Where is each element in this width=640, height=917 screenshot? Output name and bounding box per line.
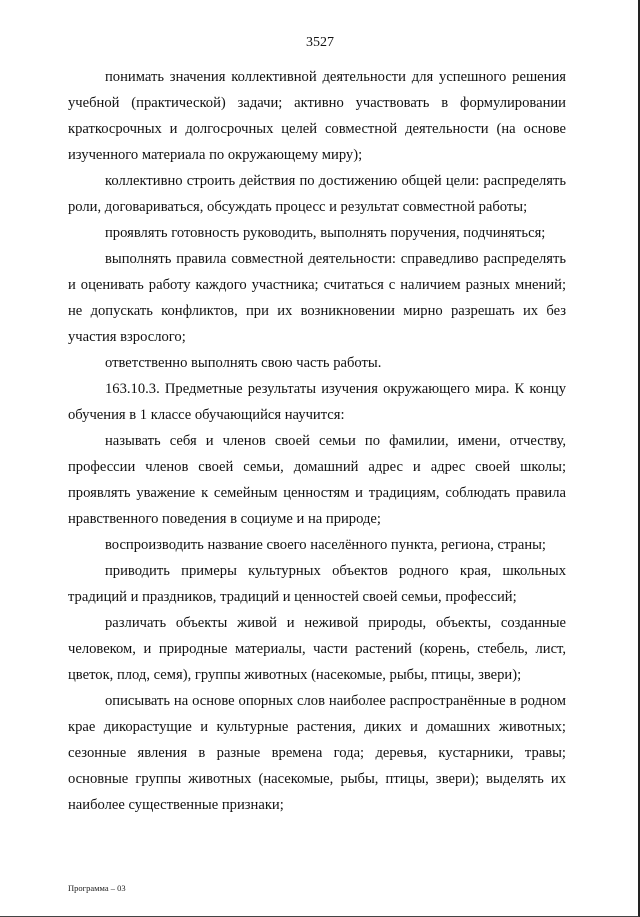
- section-heading-paragraph: 163.10.3. Предметные результаты изучения окружающего мира. К концу обучения в 1 классе обучающийся научится:: [68, 381, 566, 423]
- document-body: [68, 64, 566, 818]
- paragraph: приводить примеры культурных объектов родного края, школьных традиций и праздников, традиций и ценностей своей семьи, профессий;: [68, 563, 566, 605]
- paragraph: понимать значения коллективной деятельности для успешного решения учебной (практической) задачи; активно участвовать в формулировании краткосрочных и долгосрочных целей совместной деятельности (на основе изученного материала по окружающему миру);: [68, 69, 566, 163]
- paragraph: называть себя и членов своей семьи по фамилии, имени, отчеству, профессии членов своей семьи, домашний адрес и адрес своей школы; проявлять уважение к семейным ценностям и традициям, соблюдать правила нравственного поведения в социуме и на природе;: [68, 433, 566, 527]
- paragraph: ответственно выполнять свою часть работы.: [105, 355, 382, 371]
- paragraph: различать объекты живой и неживой природы, объекты, созданные человеком, и природные материалы, части растений (корень, стебель, лист, цветок, плод, семя), группы животных (насекомые, рыбы, птицы, звери);: [68, 615, 566, 683]
- paragraph: проявлять готовность руководить, выполнять поручения, подчиняться;: [105, 225, 546, 241]
- paragraph: выполнять правила совместной деятельности: справедливо распределять и оценивать работу каждого участника; считаться с наличием разных мнений; не допускать конфликтов, при их возникновении мирно разрешать их без участия взрослого;: [68, 251, 566, 345]
- paragraph: описывать на основе опорных слов наиболее распространённые в родном крае дикорастущие и культурные растения, диких и домашних животных; сезонные явления в разные времена года; деревья, кустарники, травы; основные группы животных (насекомые, рыбы, птицы, звери); выделять их наиболее существенные признаки;: [68, 693, 566, 813]
- paragraph: воспроизводить название своего населённого пункта, региона, страны;: [105, 537, 546, 553]
- page-footer: Программа – 03: [68, 883, 126, 893]
- page-number: 3527: [306, 35, 334, 50]
- paragraph: коллективно строить действия по достижению общей цели: распределять роли, договариваться, обсуждать процесс и результат совместной работы;: [68, 173, 566, 215]
